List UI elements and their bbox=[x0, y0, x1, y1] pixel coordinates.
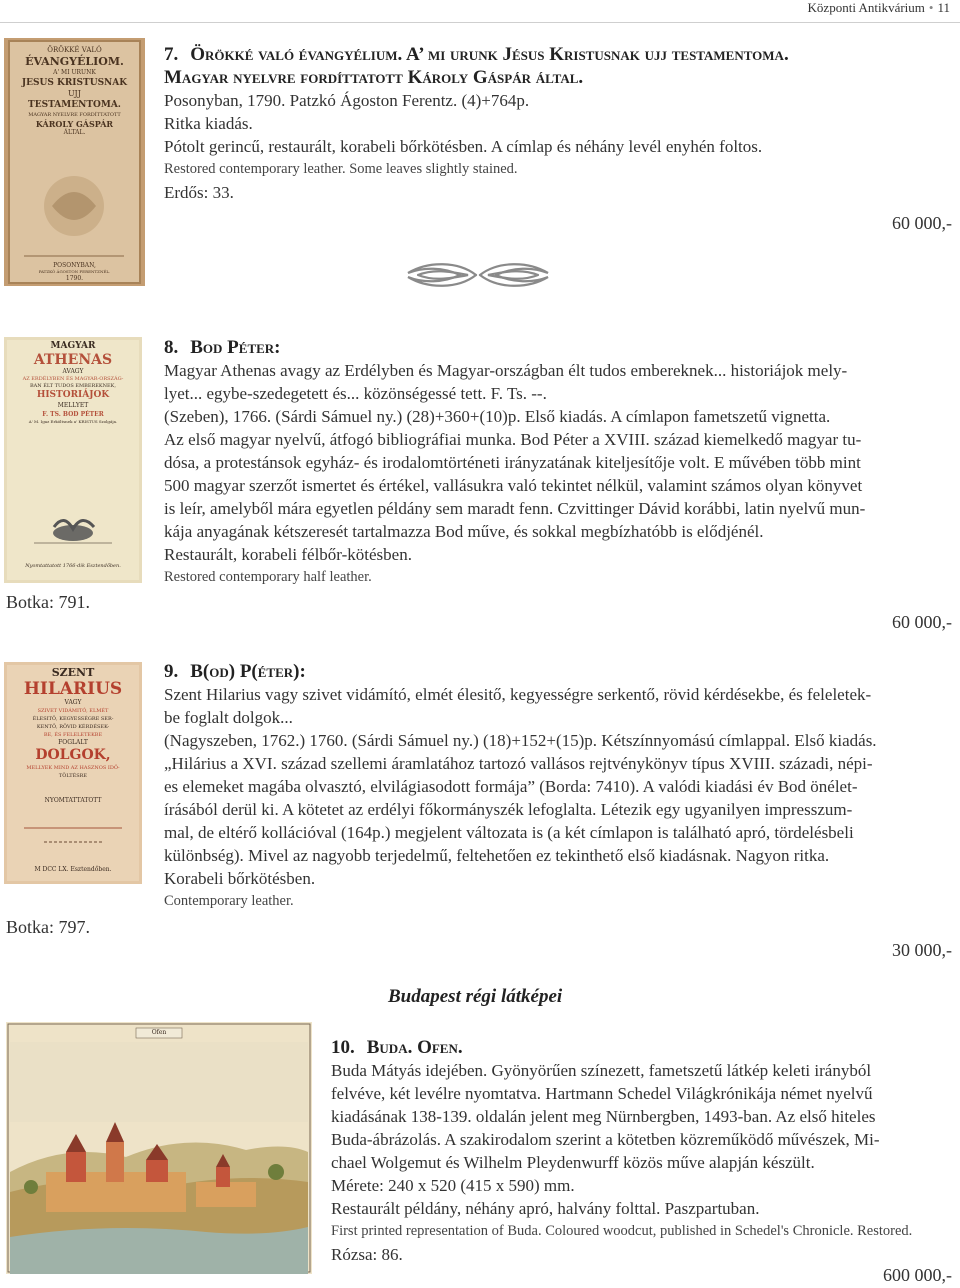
img-line: A' MI URUNK bbox=[53, 69, 96, 76]
img-line: MAGYAR bbox=[50, 341, 96, 351]
img-line: BAN ÉLT TUDOS EMBEREKNEK, bbox=[29, 383, 116, 389]
item-line: chael Wolgemut és Wilhelm Pleydenwurff közös műve alapján készült. bbox=[331, 1153, 815, 1172]
item-number: 10. bbox=[331, 1037, 355, 1058]
item-9-entry bbox=[164, 660, 954, 913]
item-line: Magyar Athenas avagy az Erdélyben és Magyar-országban élt tudos embereknek... historiájok mely- bbox=[164, 361, 848, 380]
item-8-image-text bbox=[8, 341, 138, 425]
item-10-title bbox=[331, 1036, 959, 1059]
img-line: SZIVET VIDÁMITÓ, ELMÉT bbox=[37, 708, 109, 714]
img-line: MELLYET bbox=[57, 402, 89, 409]
item-reference: Rózsa: 86. bbox=[331, 1245, 403, 1264]
img-line: ÁLTAL. bbox=[63, 129, 86, 136]
item-10-woodcut bbox=[6, 1022, 312, 1274]
item-10-image-banner: Ofen bbox=[151, 1029, 167, 1036]
item-line: Posonyban, 1790. Patzkó Ágoston Ferentz. (4)+764p. bbox=[164, 91, 530, 110]
img-line: MAGYAR NYELVRE FORDÍTTATOTT bbox=[28, 112, 121, 118]
item-10-entry bbox=[331, 1036, 959, 1266]
item-7-title-page-image bbox=[4, 38, 145, 286]
img-line: 1790. bbox=[65, 275, 84, 282]
img-line: FOGLALT bbox=[58, 739, 88, 746]
item-line: es elemeket magába olvasztó, elvilágiasodott formája” (Borda: 7410). A valódi kiadási év Bod önélet- bbox=[164, 777, 858, 796]
img-line: F. TS. BOD PÉTER bbox=[42, 411, 104, 418]
item-line: lyet... egybe-szedegetett és... közönségessé tett. F. Ts. --. bbox=[164, 384, 547, 403]
item-reference: Erdős: 33. bbox=[164, 183, 234, 202]
item-9-price: 30 000,- bbox=[892, 940, 952, 960]
item-9-image-footer: M DCC LX. Esztendőben. bbox=[34, 866, 112, 873]
item-line: Korabeli bőrkötésben. bbox=[164, 869, 316, 888]
item-title-line: Magyar nyelvre fordíttatott Károly Gáspár által. bbox=[164, 67, 584, 88]
item-10-buda-view-image bbox=[6, 1022, 312, 1274]
publisher-name: Központi Antikvárium bbox=[807, 0, 925, 15]
item-7-entry bbox=[164, 43, 954, 204]
img-line: DOLGOK, bbox=[35, 747, 111, 763]
img-line: TÖLTÉSRE bbox=[58, 773, 88, 779]
item-8-image-footer: Nyomtattatott 1766-dik Esztendőben. bbox=[25, 563, 121, 569]
item-line: kája anyagának kétszeresét tartalmazza Bod műve, és sokkal megbízhatóbb is elődjénél. bbox=[164, 522, 764, 541]
item-line: Az első magyar nyelvű, átfogó bibliográfiai munka. Bod Péter a XVIII. század kiemelkedő magyar tu- bbox=[164, 430, 862, 449]
item-7-image-text bbox=[12, 46, 137, 137]
img-line: ÉVANGYÉLIOM. bbox=[25, 55, 124, 68]
item-number: 8. bbox=[164, 337, 179, 358]
item-title-line: Örökké való évangyélium. A’ mi urunk Jésus Kristusnak ujj testamentoma. bbox=[190, 44, 789, 65]
item-line: be foglalt dolgok... bbox=[164, 708, 293, 727]
page-number: 11 bbox=[937, 0, 950, 15]
item-9-reference: Botka: 797. bbox=[6, 917, 90, 937]
item-line: Restaurált, korabeli félbőr-kötésben. bbox=[164, 545, 412, 564]
img-line: A' M. Igaz Erköltsnek a' KRISTUS Szolgája. bbox=[28, 419, 118, 424]
item-title-line: Bod Péter: bbox=[190, 337, 281, 358]
img-line: VAGY bbox=[64, 699, 82, 706]
item-line: különbség). Mivel az nagyobb terjedelmű, feltehetően ez tekinthető első kiadásnak. Nagyon ritka. bbox=[164, 846, 830, 865]
item-line: írásából derül ki. A kötetet az erdélyi főkormányszék lefoglalta. Létezik egy ugyanilyen impresszum- bbox=[164, 800, 853, 819]
img-line: BE, ÉS FELELETEKBE bbox=[43, 732, 103, 738]
item-english-note: First printed representation of Buda. Coloured woodcut, published in Schedel's Chronicle. Restored. bbox=[331, 1223, 913, 1239]
img-line: AVAGY bbox=[62, 368, 84, 375]
item-title-line: B(od) P(éter): bbox=[190, 661, 306, 682]
item-7-title bbox=[164, 43, 954, 66]
item-line: dósa, a protestánsok egyház- és irodalomtörténeti irányzatának kiteljesítője volt. E művében több mint bbox=[164, 453, 861, 472]
item-line: kiadásának 138-139. oldalán jelent meg Nürnbergben, 1493-ban. Az első hiteles bbox=[331, 1107, 876, 1126]
item-line: mal, de eltérő kollációval (164p.) megjelent változata is (a két címlapon is található apró, tördelésbeli bbox=[164, 823, 854, 842]
img-line: ATHENAS bbox=[33, 352, 113, 368]
item-9-title-page-image bbox=[4, 662, 142, 884]
item-english-note: Restored contemporary leather. Some leaves slightly stained. bbox=[164, 161, 518, 177]
running-header bbox=[808, 0, 950, 16]
item-line: (Nagyszeben, 1762.) 1760. (Sárdi Sámuel ny.) (18)+152+(15)p. Kétszínnyomású címlappal. Első kiadás. bbox=[164, 731, 877, 750]
img-line: HISTORIÁJOK bbox=[36, 390, 110, 400]
item-line: felvéve, két levélre nyomtatva. Hartmann Schedel Világkrónikája német nyelvű bbox=[331, 1084, 873, 1103]
item-line: Szent Hilarius vagy szivet vidámító, elmét élesitő, kegyességre serkentő, rövid kérdésekbe, és feleletek- bbox=[164, 685, 872, 704]
item-english-note: Restored contemporary half leather. bbox=[164, 569, 372, 585]
item-line: Buda-ábrázolás. A szakirodalom szerint a kötetben közreműködő művészek, Mi- bbox=[331, 1130, 880, 1149]
item-line: „Hilárius a XVI. század szellemi áramlatához tartozó vallásos rejtvénykönyv típus XVIII. századi, népi- bbox=[164, 754, 873, 773]
item-8-title-page-image bbox=[4, 337, 142, 583]
item-number: 9. bbox=[164, 661, 179, 682]
item-english-note: Contemporary leather. bbox=[164, 893, 294, 909]
item-line: Pótolt gerincű, restaurált, korabeli bőrkötésben. A címlap és néhány levél enyhén foltos. bbox=[164, 137, 763, 156]
img-line: ÉLESITŐ, KEGYESSÉGRE SER- bbox=[32, 716, 114, 722]
img-line: POSONYBAN, bbox=[53, 262, 96, 269]
img-line: NYOMTATTATOTT bbox=[44, 797, 102, 804]
img-line: PATZKÓ ÁGOSTON FERENTZNÉL. bbox=[38, 269, 111, 274]
item-line: Mérete: 240 x 520 (415 x 590) mm. bbox=[331, 1176, 575, 1195]
item-number: 7. bbox=[164, 44, 179, 65]
item-line: Restaurált példány, néhány apró, halvány folttal. Paszpartuban. bbox=[331, 1199, 760, 1218]
img-line: UJJ bbox=[68, 89, 81, 98]
item-title-line: Buda. Ofen. bbox=[366, 1037, 463, 1058]
item-line: 500 magyar szerzőt ismertet és értékel, vallásukra való tekintet nélkül, valamint számos olyan könyvet bbox=[164, 476, 863, 495]
img-line: AZ ERDÉLYBEN ÉS MAGYAR-ORSZÁG- bbox=[22, 376, 124, 382]
item-line: is leír, amelyből mára egyetlen példány sem maradt fenn. Czvittinger Dávid korábbi, latin nyelvű mun- bbox=[164, 499, 866, 518]
item-7-image-footer bbox=[12, 262, 137, 282]
item-9-title bbox=[164, 660, 954, 683]
header-separator: • bbox=[928, 0, 934, 15]
item-line: Buda Mátyás idejében. Gyönyörűen színezett, fametszetű látkép keleti irányból bbox=[331, 1061, 872, 1080]
header-rule bbox=[0, 22, 960, 23]
img-line: SZENT bbox=[51, 666, 95, 679]
item-8-price: 60 000,- bbox=[892, 612, 952, 632]
img-line: ÖRÖKKÉ VALÓ bbox=[47, 46, 102, 54]
item-7-price: 60 000,- bbox=[892, 213, 952, 233]
img-line: JESUS KRISTUSNAK bbox=[21, 78, 128, 88]
ornament-divider bbox=[398, 255, 558, 295]
img-line: KENTŐ, RÖVID KÉRDÉSEK- bbox=[36, 724, 110, 730]
item-8-title bbox=[164, 336, 954, 359]
item-9-image-text bbox=[7, 666, 139, 808]
item-10-price: 600 000,- bbox=[883, 1265, 952, 1285]
img-line: HILARIUS bbox=[23, 679, 123, 699]
section-title: Budapest régi látképei bbox=[388, 986, 563, 1007]
img-line: MELLYEK MIND AZ HASZNOS IDŐ- bbox=[26, 765, 120, 771]
item-8-reference: Botka: 791. bbox=[6, 592, 90, 612]
img-line: TESTAMENTOMA. bbox=[28, 100, 121, 110]
item-8-entry bbox=[164, 336, 954, 589]
img-line: KÁROLY GÁSPÁR bbox=[35, 119, 114, 129]
item-line: (Szeben), 1766. (Sárdi Sámuel ny.) (28)+360+(10)p. Első kiadás. A címlapon fametszetű vignetta. bbox=[164, 407, 831, 426]
item-line: Ritka kiadás. bbox=[164, 114, 253, 133]
